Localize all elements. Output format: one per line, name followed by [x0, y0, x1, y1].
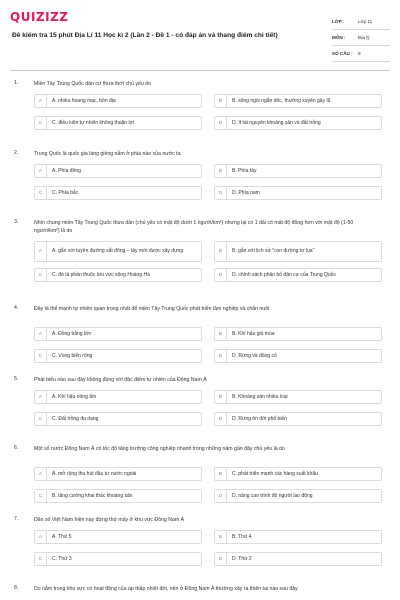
option-text: B. sông ngòi ngắn dốc, thường xuyên gây lũ — [232, 97, 331, 104]
option-text: B. Thứ 4 — [232, 533, 252, 540]
meta-value: Địa lý — [358, 35, 370, 40]
option-letter: C — [35, 187, 47, 199]
option-letter: B — [215, 165, 227, 177]
answer-option-a[interactable] — [34, 327, 202, 341]
option-letter: C — [35, 413, 47, 425]
answer-option-d[interactable] — [214, 268, 382, 282]
option-text: C. Thứ 3 — [52, 555, 72, 562]
option-letter: A — [35, 531, 47, 543]
option-letter: D — [215, 269, 227, 281]
option-text: D. Rừng ôn đới phổ biến — [232, 415, 287, 422]
option-letter: B — [215, 328, 227, 340]
option-letter: B — [215, 242, 227, 261]
option-text: C. Vùng biển rộng — [52, 352, 93, 359]
answer-option-d[interactable] — [214, 412, 382, 426]
option-letter: C — [35, 490, 47, 502]
option-text: D. Rừng và đồng cỏ — [232, 352, 277, 359]
option-text: D. ít tài nguyên khoáng sản và đất trồng — [232, 119, 321, 126]
question-number: 7. — [14, 516, 19, 522]
brand-logo — [10, 10, 68, 24]
answer-option-b[interactable] — [214, 467, 382, 481]
answer-option-c[interactable] — [34, 186, 202, 200]
option-letter: A — [35, 242, 47, 261]
answer-option-d[interactable] — [214, 349, 382, 363]
option-text: A. Thứ 5 — [52, 533, 72, 540]
answer-option-d[interactable] — [214, 186, 382, 200]
meta-class — [332, 14, 390, 30]
option-text: A. mở rộng thu hút đầu tư nước ngoài — [52, 470, 137, 477]
meta-label: MÔN : — [332, 35, 346, 40]
answer-option-d[interactable] — [214, 116, 382, 130]
option-letter: B — [215, 391, 227, 403]
option-text: B. tăng cường khai thác khoáng sản — [52, 492, 133, 499]
option-text: C. Phía bắc — [52, 189, 79, 196]
option-text: A. Khí hậu nóng ẩm — [52, 393, 97, 400]
meta-box — [332, 14, 390, 62]
option-text: B. Khí hậu gió mùa — [232, 330, 275, 337]
question-text: Do nằm trong khu vực có hoạt động của áp thấp nhiệt đới, nên ở Đông Nam Á thường xảy ra thiên tai nào sau đây — [34, 586, 298, 592]
option-text: D. chính sách phân bố dân cư của Trung Quốc — [232, 271, 336, 278]
option-letter: D — [215, 350, 227, 362]
option-letter: B — [215, 95, 227, 107]
worksheet-title: Đề kiểm tra 15 phút Địa Lí 11 Học kì 2 (Lần 2 - Đề 1 - có đáp án và thang điểm chi tiết) — [12, 32, 278, 39]
question-number: 5. — [14, 376, 19, 382]
question-text: Một số nước Đông Nam Á có tốc độ tăng trưởng công nghiệp nhanh trong những năm gần đây chủ yếu là do — [34, 446, 285, 452]
worksheet-header — [0, 0, 400, 68]
option-text: B. Phía tây — [232, 167, 257, 174]
question-text: Dân số Việt Nam hiện nay đứng thứ mấy ở khu vực Đông Nam Á — [34, 517, 185, 523]
answer-option-c[interactable] — [34, 268, 202, 282]
meta-value: Lớp 11 — [358, 19, 373, 24]
answer-option-b[interactable] — [214, 241, 382, 262]
answer-option-b[interactable] — [214, 327, 382, 341]
option-text: D. Thứ 2 — [232, 555, 252, 562]
question-number: 1. — [14, 80, 19, 86]
answer-option-a[interactable] — [34, 94, 202, 108]
meta-question-count — [332, 46, 390, 62]
question-number: 8. — [14, 585, 19, 591]
option-letter: D — [215, 117, 227, 129]
answer-option-a[interactable] — [34, 467, 202, 481]
answer-option-a[interactable] — [34, 164, 202, 178]
option-letter: C — [35, 350, 47, 362]
option-text: B. Khoáng sản nhiều loại — [232, 393, 288, 400]
option-text: C. Đất trồng đa dạng — [52, 415, 99, 422]
question-text: Trung Quốc là quốc gia láng giềng nằm ở phía nào của nước ta — [34, 151, 181, 157]
brand-logo-text: QUIZIZZ — [10, 10, 69, 24]
option-letter: D — [215, 413, 227, 425]
option-letter: A — [35, 165, 47, 177]
answer-option-c[interactable] — [34, 552, 202, 566]
option-letter: A — [35, 391, 47, 403]
option-text: B. gắn với lịch sử "con đường tơ lụa" — [232, 248, 315, 254]
answer-option-a[interactable] — [34, 390, 202, 404]
option-text: A. gắn với tuyến đường sắt đông – tây mới được xây dựng — [52, 248, 184, 254]
option-text: A. Phía đông — [52, 167, 81, 174]
option-letter: C — [35, 117, 47, 129]
option-letter: D — [215, 553, 227, 565]
option-text: A. nhiều hoang mạc, bồn địa — [52, 97, 116, 104]
question-text: Nhìn chung miền Tây Trung Quốc thưa dân (chủ yếu có mật độ dưới 1 người/km²) nhưng lại có 1 dải có mật độ đông hơn với mật độ (1-50 người/km²) là do — [34, 220, 354, 234]
answer-option-b[interactable] — [214, 94, 382, 108]
question-number: 6. — [14, 445, 19, 451]
option-text: C. phát triển mạnh các hàng xuất khẩu — [232, 470, 318, 477]
question-text: Đây là thế mạnh tự nhiên quan trọng nhất để miền Tây Trung Quốc phát triển lâm nghiệp và chăn nuôi — [34, 306, 270, 312]
meta-label: LỚP : — [332, 19, 345, 24]
meta-subject — [332, 30, 390, 46]
answer-option-d[interactable] — [214, 552, 382, 566]
question-number: 3. — [14, 219, 19, 225]
option-letter: C — [35, 269, 47, 281]
answer-option-b[interactable] — [214, 390, 382, 404]
answer-option-c[interactable] — [34, 412, 202, 426]
answer-option-b[interactable] — [214, 530, 382, 544]
meta-value: 9 — [358, 51, 361, 56]
question-number: 4. — [14, 305, 19, 311]
option-letter: A — [35, 468, 47, 480]
option-letter: C — [35, 553, 47, 565]
question-number: 2. — [14, 150, 19, 156]
answer-option-c[interactable] — [34, 116, 202, 130]
option-text: D. nâng cao trình độ người lao động — [232, 492, 313, 499]
question-text: Miền Tây Trung Quốc dân cư thưa thớt chủ yếu do — [34, 81, 151, 87]
option-text: C. đó là phần thuộc lưu vực sông Hoàng Hà — [52, 271, 150, 278]
answer-option-b[interactable] — [214, 164, 382, 178]
option-letter: A — [35, 328, 47, 340]
meta-label: SỐ CÂU : — [332, 51, 353, 56]
answer-option-d[interactable] — [214, 489, 382, 503]
answer-option-a[interactable] — [34, 241, 202, 262]
answer-option-c[interactable] — [34, 489, 202, 503]
option-letter: D — [215, 490, 227, 502]
option-text: C. điều kiện tự nhiên không thuận lợi — [52, 119, 134, 126]
option-letter: B — [215, 468, 227, 480]
option-letter: D — [215, 187, 227, 199]
option-text: A. Đồng bằng lớn — [52, 330, 92, 337]
header-divider — [10, 70, 390, 71]
question-text: Phát biểu nào sau đây không đúng với đặc điểm tự nhiên của Đông Nam Á — [34, 377, 207, 383]
option-letter: B — [215, 531, 227, 543]
answer-option-c[interactable] — [34, 349, 202, 363]
answer-option-a[interactable] — [34, 530, 202, 544]
option-text: D. Phía nam — [232, 189, 260, 196]
option-letter: A — [35, 95, 47, 107]
